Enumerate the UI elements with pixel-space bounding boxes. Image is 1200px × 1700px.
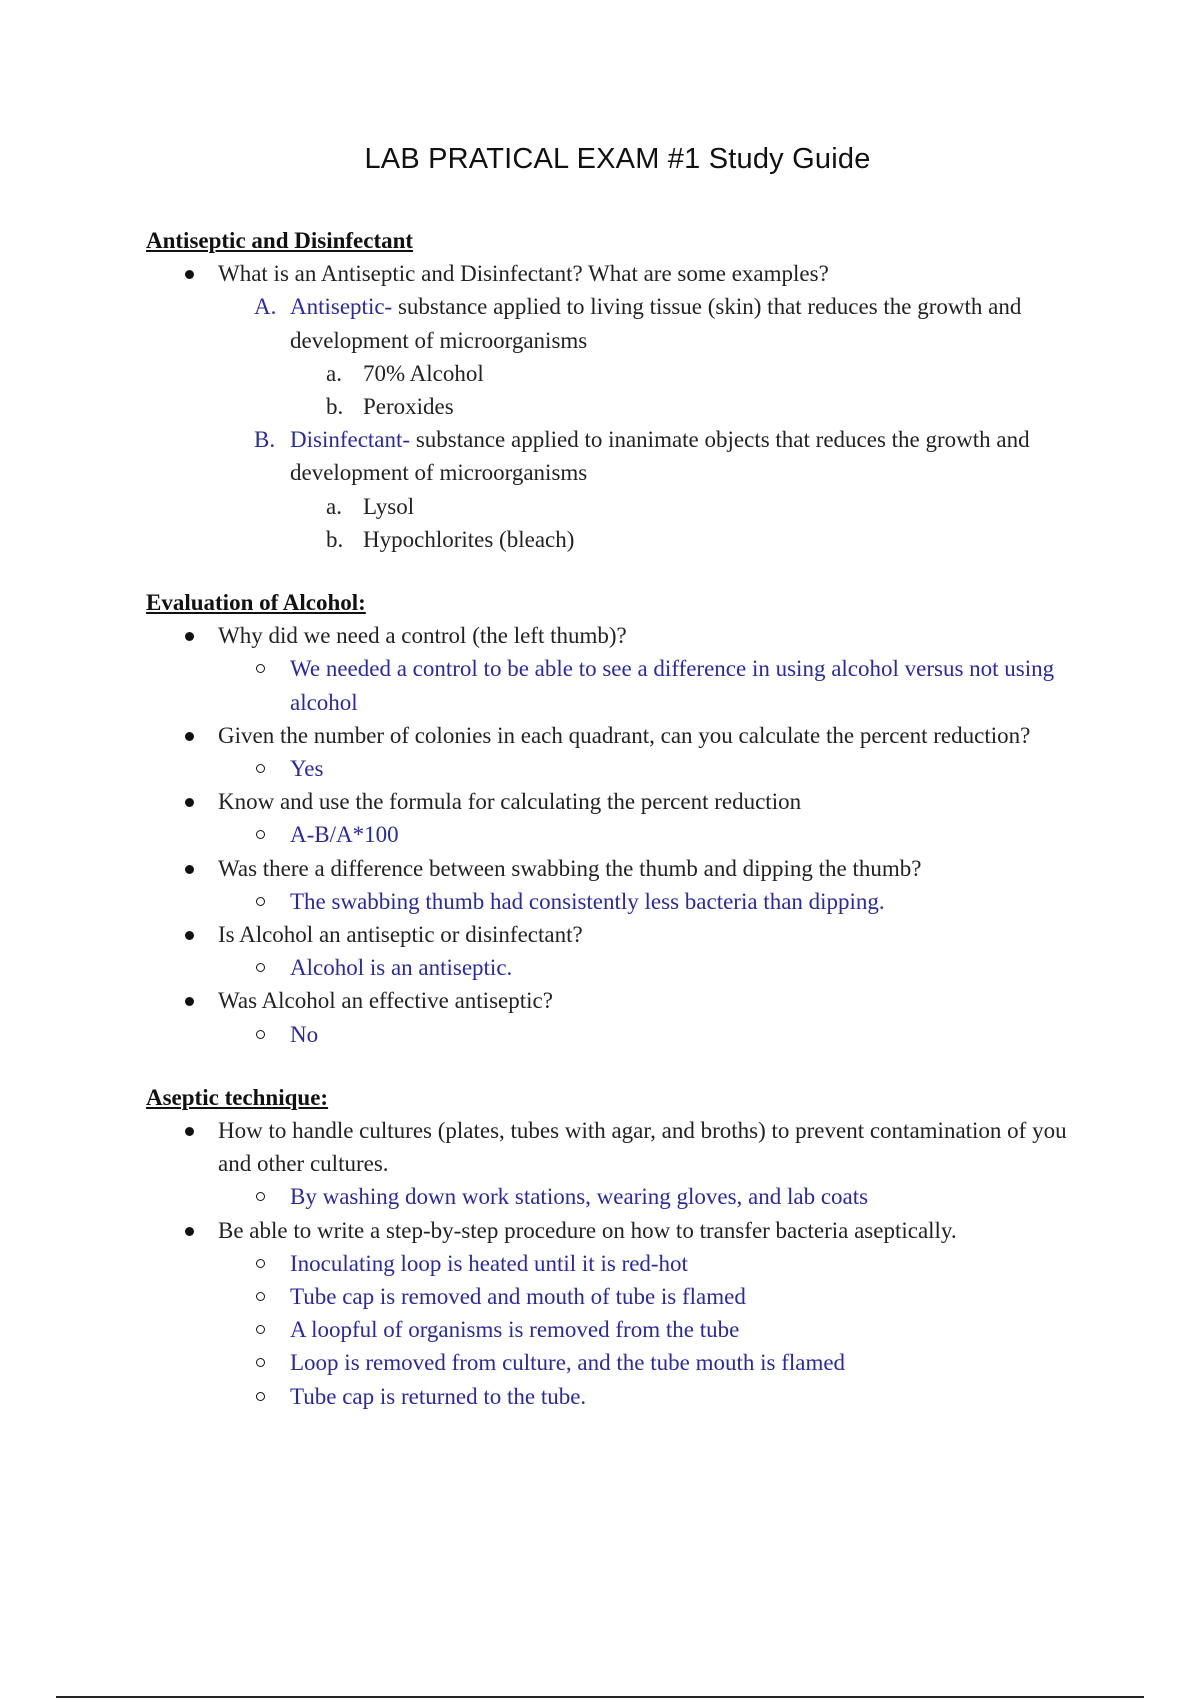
step-text: Loop is removed from culture, and the tube mouth is flamed xyxy=(290,1350,846,1376)
answer-item xyxy=(146,885,1076,918)
question-item xyxy=(146,1114,1076,1180)
question-text: Is Alcohol an antiseptic or disinfectant? xyxy=(218,922,583,948)
procedure-step xyxy=(146,1247,1076,1280)
answer-text: A-B/A*100 xyxy=(290,822,399,848)
question-text: Given the number of colonies in each quadrant, can you calculate the percent reduction? xyxy=(218,722,1031,748)
list-marker: A. xyxy=(254,294,277,320)
procedure-step xyxy=(146,1380,1076,1413)
step-text: A loopful of organisms is removed from the tube xyxy=(290,1317,740,1343)
list-marker: b. xyxy=(326,394,344,419)
question-text: Was there a difference between swabbing the thumb and dipping the thumb? xyxy=(218,855,922,881)
example-item xyxy=(146,357,1076,390)
answer-text: Yes xyxy=(290,756,324,782)
step-text: Tube cap is removed and mouth of tube is flamed xyxy=(290,1284,746,1310)
example-text: Peroxides xyxy=(363,394,454,419)
term-antiseptic: Antiseptic- xyxy=(290,294,393,320)
list-marker: b. xyxy=(326,526,344,552)
example-text: Lysol xyxy=(363,493,415,519)
definition-text: substance applied to living tissue (skin) that reduces the growth and development of microorganisms xyxy=(290,294,1022,353)
step-text: Inoculating loop is heated until it is red-hot xyxy=(290,1250,688,1276)
list-marker: a. xyxy=(326,360,342,386)
list-marker: a. xyxy=(326,493,342,519)
definition-item-antiseptic xyxy=(146,290,1076,356)
example-text: Hypochlorites (bleach) xyxy=(363,526,575,552)
question-text: Why did we need a control (the left thumb)? xyxy=(218,623,627,649)
answer-text: Alcohol is an antiseptic. xyxy=(290,955,513,981)
answer-item xyxy=(146,818,1076,851)
procedure-step xyxy=(146,1280,1076,1313)
example-item xyxy=(146,523,1076,556)
question-text: How to handle cultures (plates, tubes with agar, and broths) to prevent contamination of you and other cultures. xyxy=(218,1118,1067,1177)
question-text: Be able to write a step-by-step procedure on how to transfer bacteria aseptically. xyxy=(218,1217,957,1243)
step-text: Tube cap is returned to the tube. xyxy=(290,1383,587,1409)
section-heading-alcohol: Evaluation of Alcohol: xyxy=(146,590,366,616)
example-item xyxy=(146,490,1076,523)
example-item xyxy=(146,390,1076,423)
answer-text: We needed a control to be able to see a difference in using alcohol versus not using alcohol xyxy=(290,656,1055,715)
page-title: LAB PRATICAL EXAM #1 Study Guide xyxy=(364,143,871,175)
definition-item-disinfectant xyxy=(146,423,1076,489)
question-item xyxy=(146,785,1076,818)
procedure-step xyxy=(146,1346,1076,1379)
answer-text: By washing down work stations, wearing gloves, and lab coats xyxy=(290,1184,869,1210)
answer-item xyxy=(146,752,1076,785)
question-item xyxy=(146,719,1076,752)
question-item xyxy=(146,984,1076,1017)
procedure-step xyxy=(146,1313,1076,1346)
example-text: 70% Alcohol xyxy=(363,360,484,386)
list-marker: B. xyxy=(254,427,276,453)
definition-text: substance applied to inanimate objects that reduces the growth and development of microorganisms xyxy=(290,427,1030,486)
page-divider xyxy=(56,1696,1144,1698)
question-text: Was Alcohol an effective antiseptic? xyxy=(218,988,553,1014)
answer-item xyxy=(146,1180,1076,1213)
question-item xyxy=(146,1214,1076,1247)
question-text: Know and use the formula for calculating the percent reduction xyxy=(218,789,802,815)
answer-item xyxy=(146,652,1076,718)
question-item xyxy=(146,257,1076,290)
answer-text: The swabbing thumb had consistently less bacteria than dipping. xyxy=(290,888,885,914)
document-body xyxy=(146,224,1076,1413)
section-heading-antiseptic: Antiseptic and Disinfectant xyxy=(146,228,414,253)
question-item xyxy=(146,852,1076,885)
answer-item xyxy=(146,1018,1076,1051)
question-item xyxy=(146,918,1076,951)
section-heading-aseptic: Aseptic technique: xyxy=(146,1084,329,1110)
question-text: What is an Antiseptic and Disinfectant? What are some examples? xyxy=(218,261,829,287)
answer-item xyxy=(146,951,1076,984)
term-disinfectant: Disinfectant- xyxy=(290,427,411,453)
question-item xyxy=(146,619,1076,652)
answer-text: No xyxy=(290,1021,319,1047)
